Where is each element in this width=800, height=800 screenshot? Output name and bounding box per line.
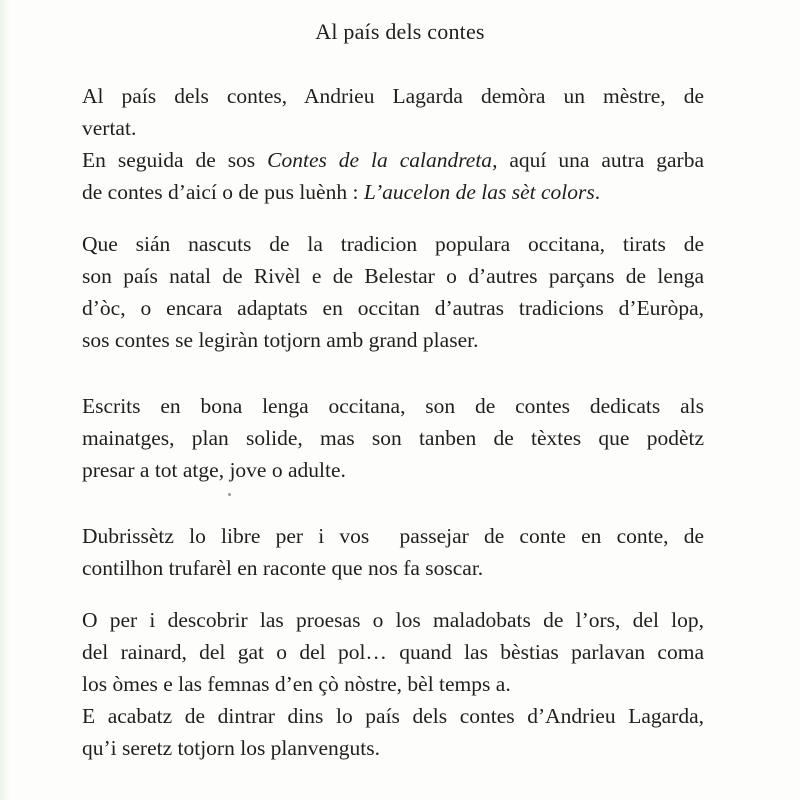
text-line <box>82 260 704 292</box>
italic-title-text: L’aucelon de las sèt colors <box>363 180 595 204</box>
paragraph-4 <box>82 520 704 584</box>
paragraph-5 <box>82 604 704 764</box>
paragraph-2 <box>82 228 704 356</box>
line-text: sos contes se legiràn totjorn amb grand plaser. <box>82 328 479 352</box>
text-line <box>82 636 704 668</box>
line-text: de contes d’aicí o de pus luènh : <box>82 180 364 204</box>
text-line <box>82 552 704 584</box>
line-text: Al país dels contes, Andrieu Lagarda demòra un mèstre, de <box>82 84 704 108</box>
text-line <box>82 324 704 356</box>
line-text: En seguida de sos <box>82 148 268 172</box>
line-text: . <box>594 180 601 204</box>
text-line <box>82 144 704 176</box>
text-line <box>82 112 704 144</box>
text-line <box>82 422 704 454</box>
text-line <box>82 700 704 732</box>
page-title: Al país dels contes <box>315 19 485 44</box>
page-edge <box>0 0 10 800</box>
line-text: E acabatz de dintrar dins lo país dels contes d’Andrieu Lagarda, <box>82 704 704 728</box>
text-line <box>82 176 704 208</box>
line-text: vertat. <box>82 116 137 140</box>
line-text: son país natal de Rivèl e de Belestar o d’autres parçans de lenga <box>82 264 704 288</box>
line-text: contilhon trufarèl en raconte que nos fa soscar. <box>82 556 484 580</box>
paragraph-3 <box>82 390 704 486</box>
text-line <box>82 228 704 260</box>
line-text: Que sián nascuts de la tradicion populara occitana, tirats de <box>82 232 704 256</box>
line-text: mainatges, plan solide, mas son tanben de tèxtes que podètz <box>82 426 704 450</box>
line-text: qu’i seretz totjorn los planvenguts. <box>82 736 380 760</box>
line-text: del rainard, del gat o del pol… quand las bèstias parlavan coma <box>82 640 704 664</box>
line-text: presar a tot atge, jove o adulte. <box>82 458 346 482</box>
line-text: Dubrissètz lo libre per i vos passejar de conte en conte, de <box>82 524 704 548</box>
text-line <box>82 520 704 552</box>
print-speck <box>228 493 231 496</box>
line-text: , aquí una autra garba <box>492 148 704 172</box>
text-line <box>82 732 704 764</box>
text-line <box>82 80 704 112</box>
text-line <box>82 454 704 486</box>
line-text: O per i descobrir las proesas o los maladobats de l’ors, del lop, <box>82 608 704 632</box>
line-text: Escrits en bona lenga occitana, son de contes dedicats als <box>82 394 704 418</box>
text-line <box>82 604 704 636</box>
paragraph-1 <box>82 80 704 208</box>
italic-title-text: Contes de la calandreta <box>267 148 493 172</box>
line-text: los òmes e las femnas d’en çò nòstre, bèl temps a. <box>82 672 511 696</box>
text-line <box>82 668 704 700</box>
text-line <box>82 292 704 324</box>
line-text: d’òc, o encara adaptats en occitan d’autras tradicions d’Euròpa, <box>82 296 704 320</box>
text-line <box>82 390 704 422</box>
